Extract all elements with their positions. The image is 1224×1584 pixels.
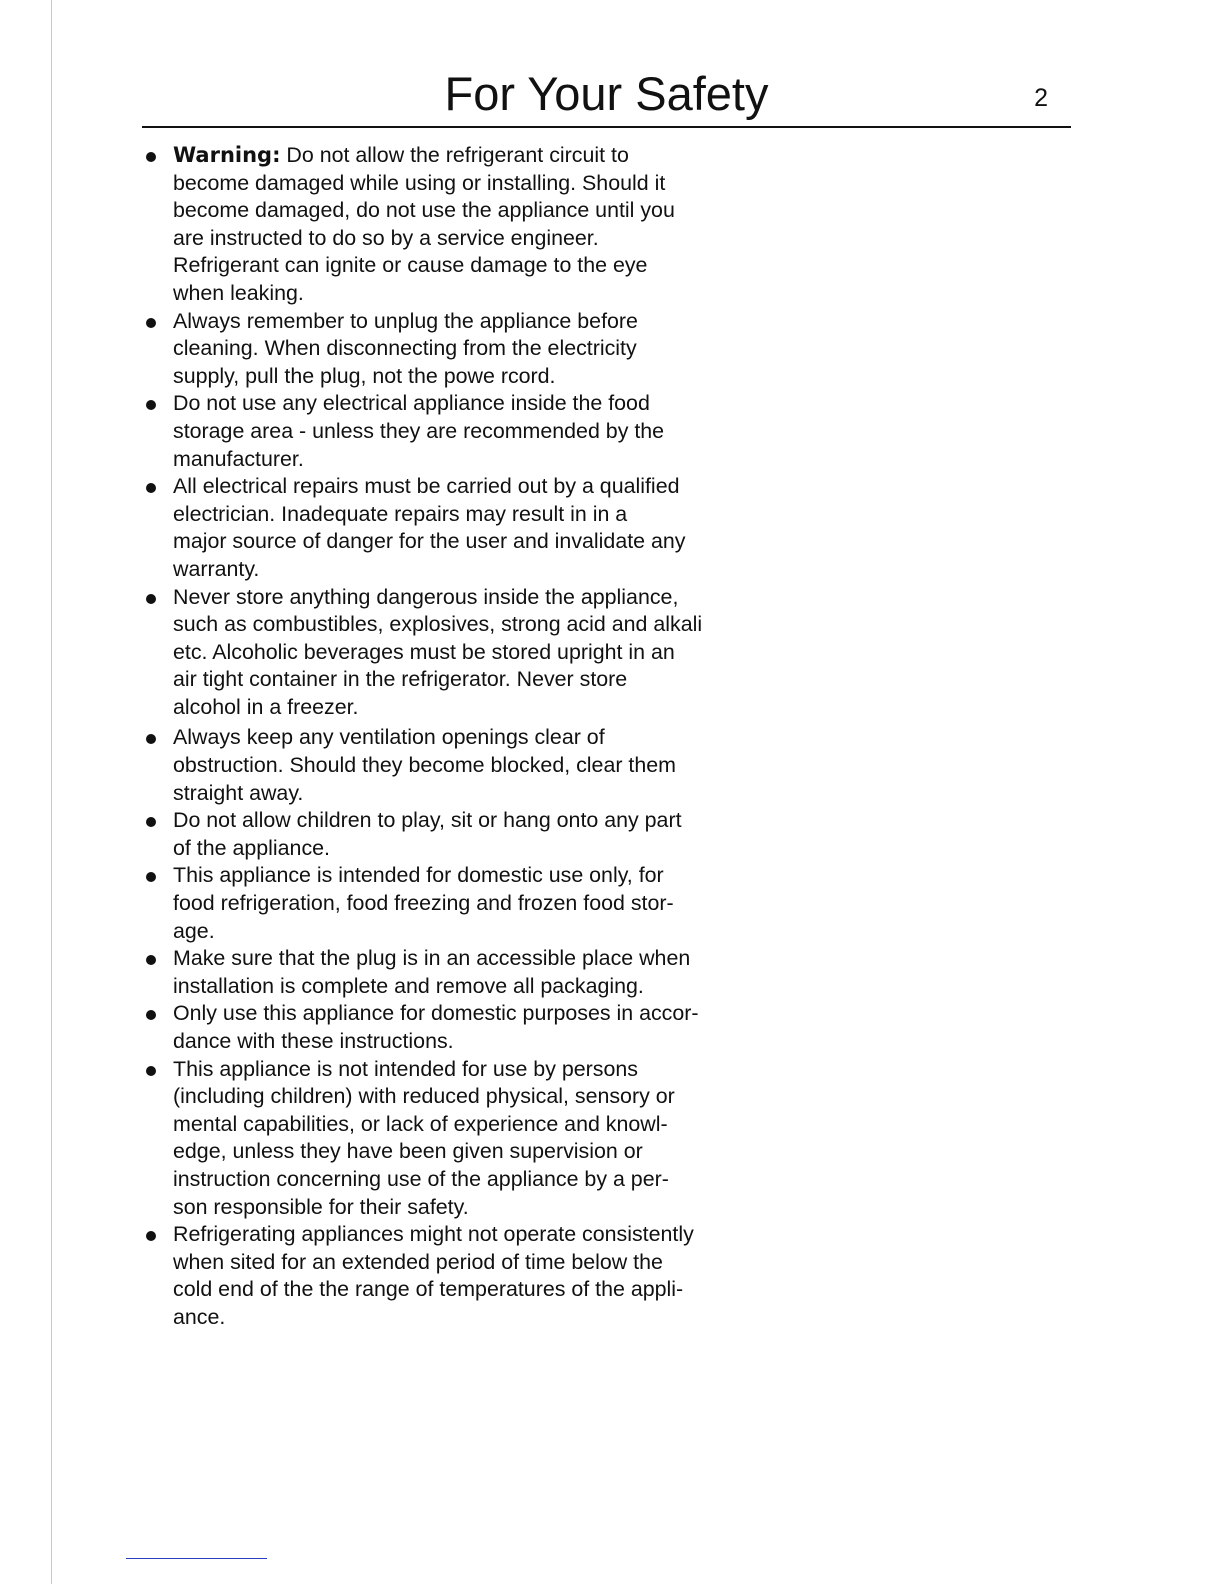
item-line: supply, pull the plug, not the powe rcord. <box>173 363 556 388</box>
bullet-icon <box>146 1066 156 1076</box>
page-header <box>142 64 1071 128</box>
safety-item-dangerous-storage <box>142 584 782 722</box>
safety-item-unplug <box>142 308 782 391</box>
item-line: major source of danger for the user and invalidate any <box>173 529 686 554</box>
item-line: Never store anything dangerous inside the appliance, <box>173 584 679 609</box>
bullet-icon <box>146 955 156 965</box>
page-number: 2 <box>1034 84 1048 112</box>
bullet-icon <box>146 872 156 882</box>
item-line: storage area - unless they are recommended by the <box>173 418 665 443</box>
bullet-icon <box>146 1010 156 1020</box>
item-line: cold end of the the range of temperatures of the appli- <box>173 1277 684 1302</box>
item-line: This appliance is intended for domestic use only, for <box>173 863 664 888</box>
bullet-icon <box>146 152 156 162</box>
item-line: such as combustibles, explosives, strong acid and alkali <box>173 612 703 637</box>
item-line: All electrical repairs must be carried out by a qualified <box>173 474 680 499</box>
item-line: food refrigeration, food freezing and frozen food stor- <box>173 891 674 916</box>
safety-item-domestic-purposes <box>142 1000 782 1055</box>
item-line: mental capabilities, or lack of experience and knowl- <box>173 1111 668 1136</box>
bullet-icon <box>146 817 156 827</box>
safety-item-ventilation <box>142 724 782 807</box>
bullet-icon <box>146 483 156 493</box>
safety-item-plug-access <box>142 945 782 1000</box>
item-line: ance. <box>173 1304 226 1329</box>
safety-item-reduced-capabilities <box>142 1056 782 1222</box>
item-line: of the appliance. <box>173 835 330 860</box>
item-line: age. <box>173 918 215 943</box>
safety-item-warning <box>142 142 782 308</box>
footnote-rule <box>126 1558 267 1559</box>
item-line: obstruction. Should they become blocked, clear them <box>173 753 676 778</box>
item-line: This appliance is not intended for use by persons <box>173 1056 638 1081</box>
safety-item-temperature-range <box>142 1221 782 1331</box>
item-line: (including children) with reduced physical, sensory or <box>173 1084 675 1109</box>
item-line: electrician. Inadequate repairs may result in in a <box>173 501 628 526</box>
item-line: Refrigerant can ignite or cause damage to the eye <box>173 253 648 278</box>
item-line: cleaning. When disconnecting from the electricity <box>173 336 637 361</box>
item-line: manufacturer. <box>173 446 304 471</box>
page-margin-rule <box>51 0 52 1584</box>
safety-item-domestic-use <box>142 862 782 945</box>
bullet-icon <box>146 1231 156 1241</box>
item-line: Always remember to unplug the appliance before <box>173 308 638 333</box>
bullet-icon <box>146 594 156 604</box>
item-line: Do not allow children to play, sit or hang onto any part <box>173 808 682 833</box>
item-line: warranty. <box>173 556 260 581</box>
safety-item-electrical-appliance <box>142 390 782 473</box>
item-line: Do not use any electrical appliance inside the food <box>173 391 650 416</box>
item-line: installation is complete and remove all packaging. <box>173 973 644 998</box>
safety-item-repairs <box>142 473 782 583</box>
item-line: are instructed to do so by a service engineer. <box>173 225 599 250</box>
item-line: dance with these instructions. <box>173 1029 454 1053</box>
item-line: straight away. <box>173 780 304 805</box>
bullet-icon <box>146 400 156 410</box>
item-line: Make sure that the plug is in an accessible place when <box>173 946 691 971</box>
item-line: son responsible for their safety. <box>173 1194 469 1219</box>
item-line: Warning: Do not allow the refrigerant circuit to <box>173 143 629 167</box>
item-line: when leaking. <box>173 280 304 305</box>
safety-item-children <box>142 807 782 862</box>
item-line: air tight container in the refrigerator. Never store <box>173 667 628 692</box>
page-title: For Your Safety <box>444 67 769 120</box>
item-line: edge, unless they have been given supervision or <box>173 1139 643 1164</box>
item-line: instruction concerning use of the appliance by a per- <box>173 1166 669 1191</box>
bullet-icon <box>146 318 156 328</box>
warning-label: Warning: <box>173 143 281 167</box>
bullet-icon <box>146 734 156 744</box>
item-line: etc. Alcoholic beverages must be stored upright in an <box>173 639 675 664</box>
safety-bullet-list <box>142 142 782 1332</box>
item-line: Only use this appliance for domestic purposes in accor- <box>173 1001 699 1026</box>
item-line: Refrigerating appliances might not operate consistently <box>173 1222 694 1247</box>
item-line: become damaged while using or installing. Should it <box>173 170 666 195</box>
item-line: Always keep any ventilation openings clear of <box>173 725 605 750</box>
item-line: alcohol in a freezer. <box>173 694 359 719</box>
item-line: become damaged, do not use the appliance until you <box>173 198 675 223</box>
item-line: when sited for an extended period of time below the <box>173 1249 663 1274</box>
